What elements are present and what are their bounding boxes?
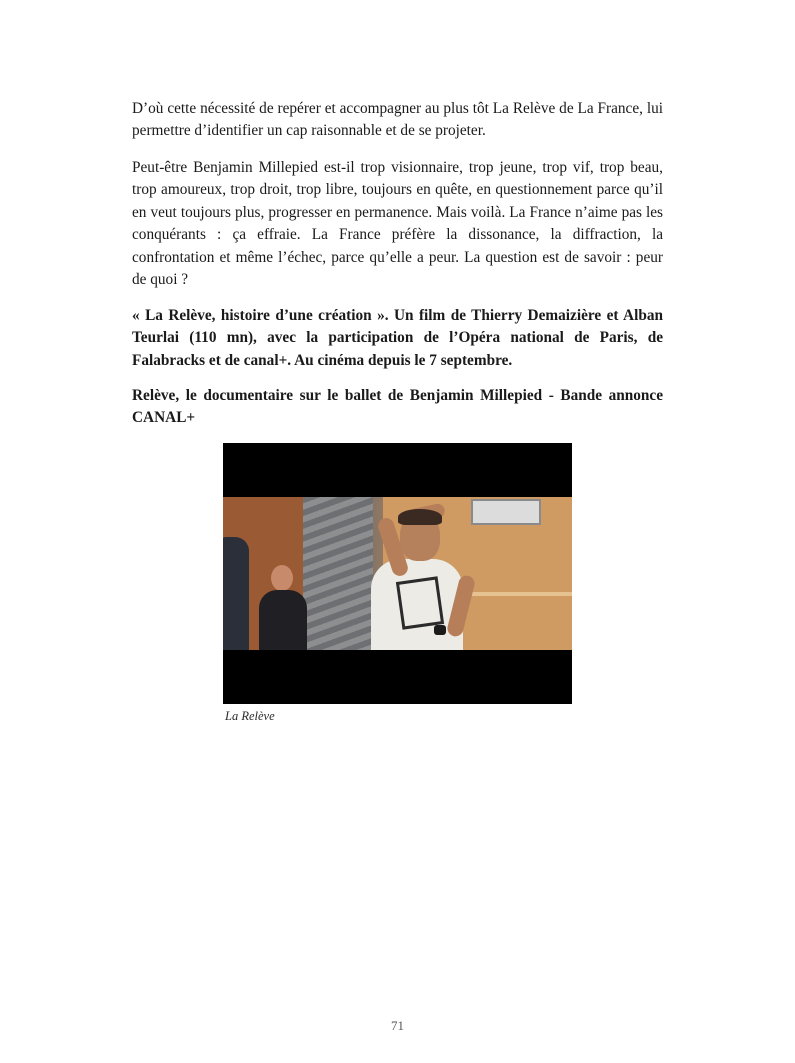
paragraph-intro: D’où cette nécessité de repérer et accompagner au plus tôt La Relève de La France, lui permettre d’identifier un cap raisonnable et de se projeter. [132,100,663,140]
video-frame-image [223,497,572,650]
paragraph-trailer-title[interactable]: Relève, le documentaire sur le ballet de Benjamin Millepied - Bande annonce CANAL+ [132,387,663,427]
video-thumbnail[interactable] [223,443,572,704]
page-number: 71 [391,1018,404,1033]
paragraph-film-credits: « La Relève, histoire d’une création ». Un film de Thierry Demaizière et Alban Teurlai (110 mn), avec la participation de l’Opéra national de Paris, de Falabracks et de canal+. Au cinéma depuis le 7 septembre. [132,307,663,369]
video-caption: La Relève [225,709,275,723]
paragraph-millepied: Peut-être Benjamin Millepied est-il trop visionnaire, trop jeune, trop vif, trop beau, trop amoureux, trop droit, trop libre, toujours en quête, en questionnement parce qu’il en veut toujours plus, progresser en permanence. Mais voilà. La France n’aime pas les conquérants : ça effraie. La France préfère la dissonance, la diffraction, la confrontation et même l’échec, parce qu’elle a peur. La question est de savoir : peur de quoi ? [132,159,663,289]
